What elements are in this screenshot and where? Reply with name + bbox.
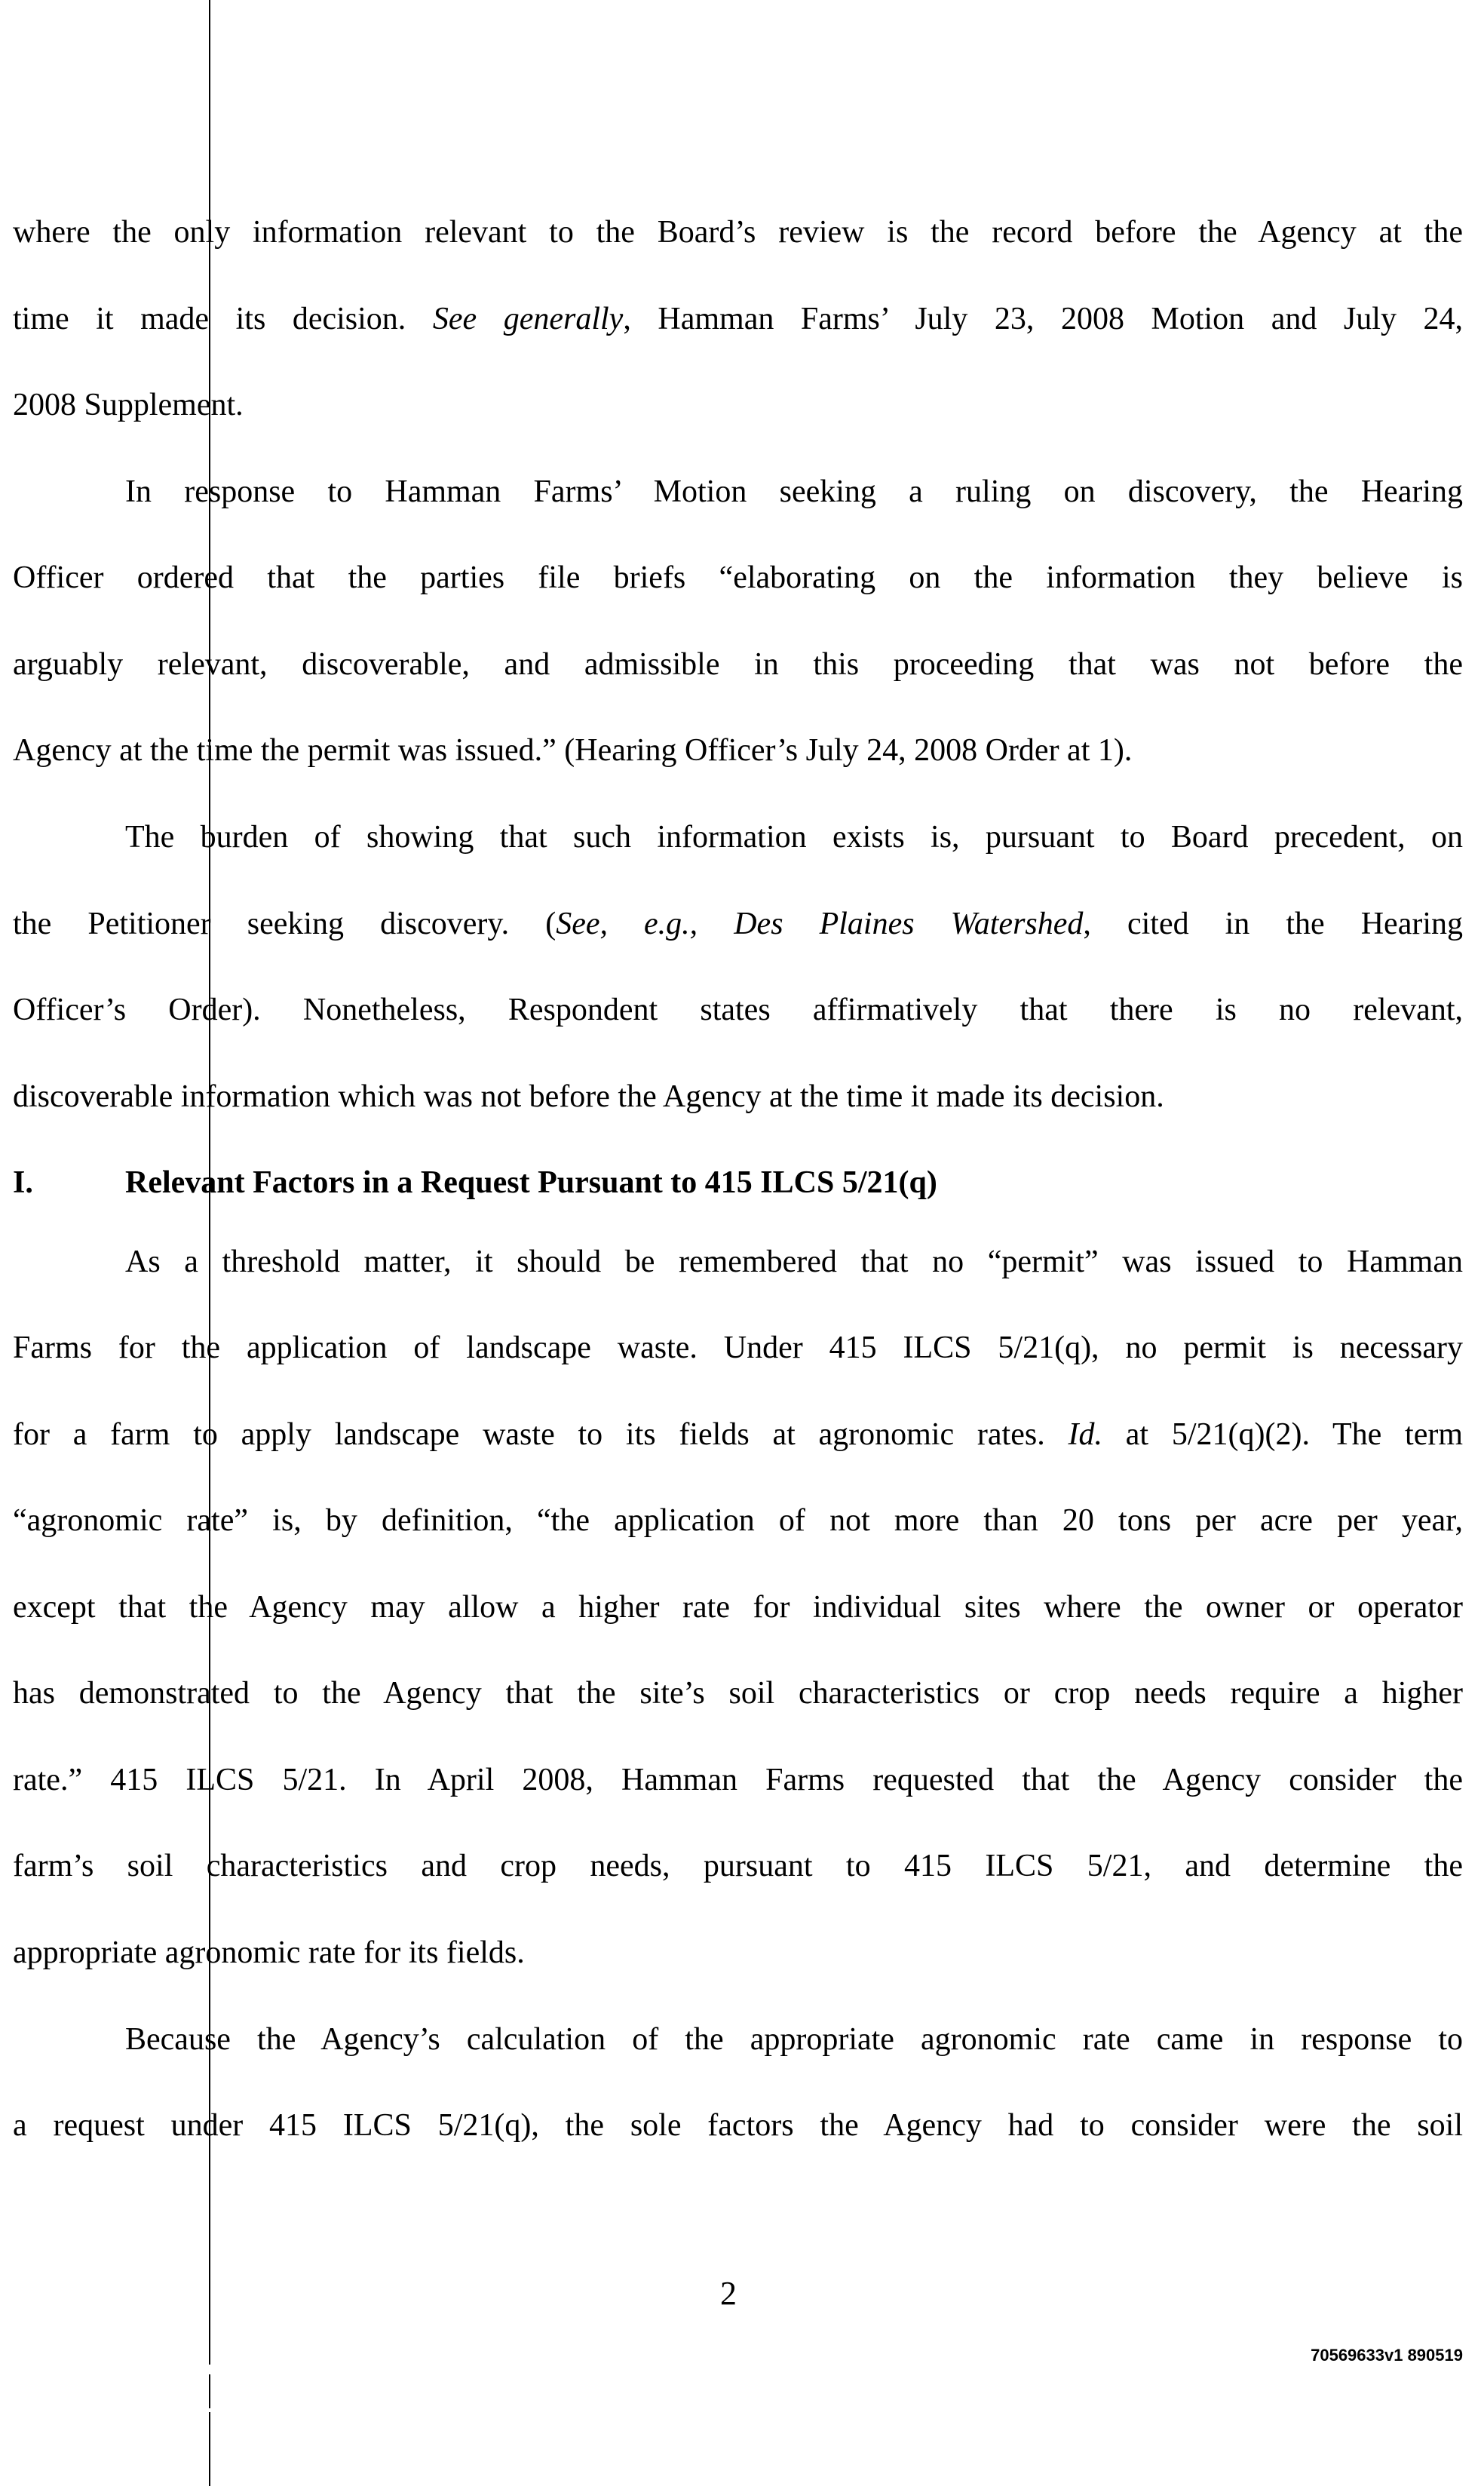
- text-line: has demonstrated to the Agency that the site’s soil characteristics or crop needs require a higher: [13, 1676, 1463, 1711]
- text-line: Officer’s Order). Nonetheless, Respondent states affirmatively that there is no relevant,: [13, 993, 1463, 1027]
- citation-signal: See generally: [432, 302, 624, 336]
- text-line: except that the Agency may allow a higher rate for individual sites where the owner or operator: [13, 1590, 1463, 1625]
- text-line: The burden of showing that such information exists is, pursuant to Board precedent, on: [125, 820, 1463, 855]
- text-line: Farms for the application of landscape waste. Under 415 ILCS 5/21(q), no permit is necessary: [13, 1330, 1463, 1365]
- margin-line: [209, 2412, 210, 2486]
- text-line: Because the Agency’s calculation of the appropriate agronomic rate came in response to: [125, 2022, 1463, 2057]
- text-line: In response to Hamman Farms’ Motion seeking a ruling on discovery, the Hearing: [125, 474, 1463, 509]
- text: , Hamman Farms’ July 23, 2008 Motion and July 24,: [623, 302, 1463, 336]
- text-line: discoverable information which was not before the Agency at the time it made its decision.: [13, 1079, 1164, 1114]
- text-line: As a threshold matter, it should be remembered that no “permit” was issued to Hamman: [125, 1245, 1463, 1279]
- section-heading: [13, 1140, 1463, 1226]
- text-line: arguably relevant, discoverable, and admissible in this proceeding that was not before the: [13, 647, 1463, 682]
- text-line: 2008 Supplement.: [13, 388, 244, 422]
- text-line: farm’s soil characteristics and crop needs, pursuant to 415 ILCS 5/21, and determine the: [13, 1849, 1463, 1883]
- text: for a farm to apply landscape waste to its fields at agronomic rates.: [13, 1417, 1069, 1452]
- text-line: rate.” 415 ILCS 5/21. In April 2008, Hamman Farms requested that the Agency consider the: [13, 1763, 1463, 1797]
- section-number: I.: [13, 1165, 33, 1200]
- document-id: 70569633v1 890519: [1311, 2346, 1463, 2365]
- text-line: [13, 276, 1463, 362]
- text-line: a request under 415 ILCS 5/21(q), the sole factors the Agency had to consider were the soil: [13, 2108, 1463, 2143]
- text-line: “agronomic rate” is, by definition, “the application of not more than 20 tons per acre per year,: [13, 1503, 1463, 1538]
- text: at 5/21(q)(2). The term: [1102, 1417, 1463, 1452]
- case-citation: See, e.g., Des Plaines Watershed: [556, 907, 1084, 941]
- text: the Petitioner seeking discovery. (: [13, 907, 556, 941]
- text-line: [13, 881, 1463, 967]
- text: time it made its decision.: [13, 302, 433, 336]
- text-line: where the only information relevant to the Board’s review is the record before the Agency at the: [13, 215, 1463, 250]
- citation: Id.: [1068, 1417, 1102, 1452]
- text-line: appropriate agronomic rate for its fields.: [13, 1935, 525, 1970]
- text-line: [13, 1392, 1463, 1478]
- text-line: Agency at the time the permit was issued.” (Hearing Officer’s July 24, 2008 Order at 1).: [13, 733, 1133, 768]
- page-number: 2: [720, 2275, 737, 2312]
- text: , cited in the Hearing: [1083, 907, 1464, 941]
- section-title: Relevant Factors in a Request Pursuant to 415 ILCS 5/21(q): [125, 1165, 937, 1200]
- text-line: Officer ordered that the parties file briefs “elaborating on the information they believe is: [13, 560, 1463, 595]
- margin-line: [209, 2374, 210, 2408]
